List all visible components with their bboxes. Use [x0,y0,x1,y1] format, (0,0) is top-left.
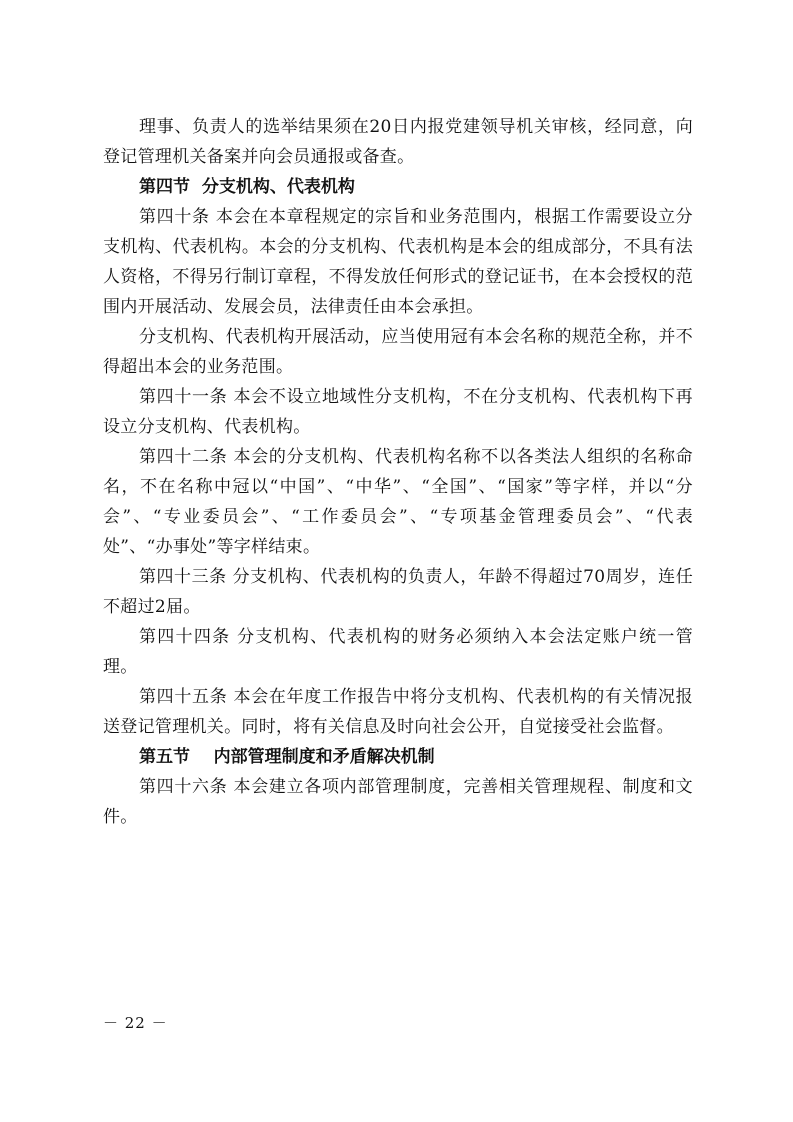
paragraph-article-44: 第四十四条 分支机构、代表机构的财务必须纳入本会法定账户统一管理。 [103,627,693,677]
section-heading-5: 第五节 内部管理制度和矛盾解决机制 [139,747,435,767]
paragraph-article-42: 第四十二条 本会的分支机构、代表机构名称不以各类法人组织的名称命名，不在名称中冠以“中国”、“中华”、“全国”、“国家”等字样，并以“分会”、“专业委员会”、“工作委员会”、“专项基金管理委员会”、“代表处”、“办事处”等字样结束。 [103,447,693,557]
page-number: － 22 － [103,1014,168,1032]
document-body [103,112,693,832]
paragraph-article-43: 第四十三条 分支机构、代表机构的负责人，年龄不得超过70周岁，连任不超过2届。 [103,567,693,617]
paragraph-article-41: 第四十一条 本会不设立地域性分支机构，不在分支机构、代表机构下再设立分支机构、代表机构。 [103,387,693,437]
paragraph-election-results: 理事、负责人的选举结果须在20日内报党建领导机关审核，经同意，向登记管理机关备案并向会员通报或备查。 [103,117,693,167]
section-heading-4: 第四节 分支机构、代表机构 [139,177,355,197]
paragraph-article-40: 第四十条 本会在本章程规定的宗旨和业务范围内，根据工作需要设立分支机构、代表机构。本会的分支机构、代表机构是本会的组成部分，不具有法人资格，不得另行制订章程，不得发放任何形式的登记证书，在本会授权的范围内开展活动、发展会员，法律责任由本会承担。 [103,207,693,317]
paragraph-article-45: 第四十五条 本会在年度工作报告中将分支机构、代表机构的有关情况报送登记管理机关。同时，将有关信息及时向社会公开，自觉接受社会监督。 [103,687,693,737]
paragraph-branch-activities: 分支机构、代表机构开展活动，应当使用冠有本会名称的规范全称，并不得超出本会的业务范围。 [103,327,693,377]
paragraph-article-46: 第四十六条 本会建立各项内部管理制度，完善相关管理规程、制度和文件。 [103,777,693,827]
